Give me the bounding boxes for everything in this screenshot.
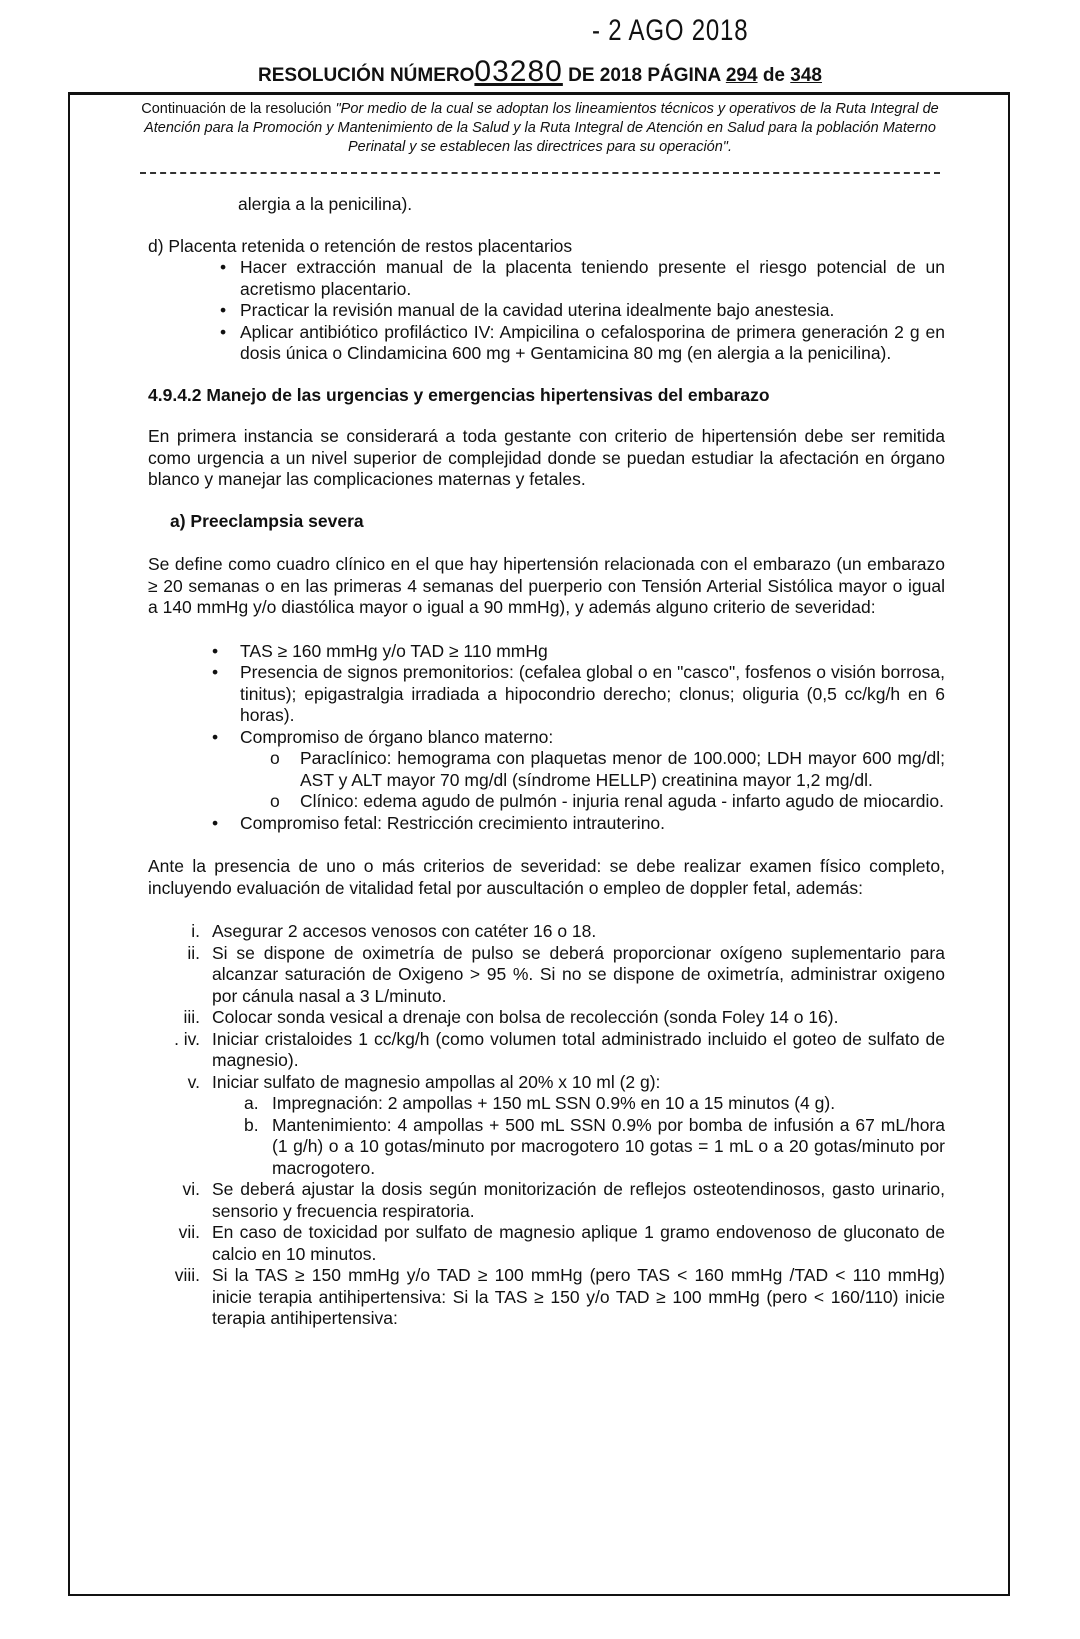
sub-list-item: b. Mantenimiento: 4 ampollas + 500 mL SSN 0.9% por bomba de infusión a 67 mL/hora (1 g/h) o a 10 gotas/minuto por macrogotero 10 gotas = 1 mL o a 20 gotas/minuto por macrogotero. [244,1114,945,1178]
section-heading: 4.9.4.2 Manejo de las urgencias y emergencias hipertensivas del embarazo [148,384,770,405]
paragraph: En primera instancia se considerará a toda gestante con criterio de hipertensión debe ser remitida como urgencia a un nivel superior de complejidad donde se puedan estudiar la afectación en órgano blanco y manejar las complicaciones maternas y fetales. [148,426,945,489]
page-number: 294 [725,65,758,86]
list-item: • Compromiso de órgano blanco materno: [148,727,945,749]
list-item: viii. Si la TAS ≥ 150 mmHg y/o TAD ≥ 100 mmHg (pero TAS < 160 mmHg /TAD < 110 mmHg) inicie terapia antihipertensiva: Si la TAS ≥ 150 y/o TAD ≥ 100 mmHg (pero < 160/110) inicie terapia antihipertensiva: [174,1265,945,1328]
list-item: vi. Se deberá ajustar la dosis según monitorización de reflejos osteotendinosos, gasto urinario, sensorio y frecuencia respiratoria. [182,1179,945,1221]
continuation-note: Continuación de la resolución "Por medio de la cual se adoptan los lineamientos técnicos y operativos de la Ruta Integral de Atención para la Promoción y Mantenimiento de la Salud y la Ruta Integral de Atención en Salud para la población Materno Perinatal y se establecen las directrices para su operación". [141,101,939,155]
resolution-number: 03280 [474,55,563,88]
divider [140,172,940,174]
list-item: . iv. Iniciar cristaloides 1 cc/kg/h (como volumen total administrado incluido el goteo de sulfato de magnesio). [174,1028,945,1070]
list-item: • TAS ≥ 160 mmHg y/o TAD ≥ 110 mmHg [148,641,945,663]
section-d-list [148,257,945,365]
date-stamp: - 2 AGO 2018 [592,14,749,47]
paragraph: Se define como cuadro clínico en el que hay hipertensión relacionada con el embarazo (un embarazo ≥ 20 semanas o en las primeras 4 semanas del puerperio con Tensión Arterial Sistólica mayor o igual a 140 mmHg y/o diastólica mayor o igual a 90 mmHg), y además alguno criterio de severidad: [148,554,945,617]
list-item: • Compromiso fetal: Restricción crecimiento intrauterino. [148,813,945,835]
list-item: • Practicar la revisión manual de la cavidad uterina idealmente bajo anestesia. [148,300,945,322]
sub-list-item: o Clínico: edema agudo de pulmón - injuria renal aguda - infarto agudo de miocardio. [148,791,945,813]
section-d-title: d) Placenta retenida o retención de restos placentarios [148,235,573,256]
list-item: ii. Si se dispone de oximetría de pulso se deberá proporcionar oxígeno suplementario para alcanzar saturación de Oxigeno > 95 %. Si no se dispone de oximetría, administrar oxigeno por cánula nasal a 3 L/minuto. [187,942,945,1006]
list-item: iii. Colocar sonda vesical a drenaje con bolsa de recolección (sonda Foley 14 o 16). [183,1007,839,1027]
paragraph: Ante la presencia de uno o más criterios de severidad: se debe realizar examen físico completo, incluyendo evaluación de vitalidad fetal por auscultación o empleo de doppler fetal, además: [148,856,945,898]
sub-list-item: o Paraclínico: hemograma con plaquetas menor de 100.000; LDH mayor 600 mg/dl; AST y ALT mayor 70 mg/dl (síndrome HELLP) creatinina mayor 1,2 mg/dl. [148,748,945,791]
list-item: i. Asegurar 2 accesos venosos con catéter 16 o 18. [191,921,597,941]
list-item: • Hacer extracción manual de la placenta teniendo presente el riesgo potencial de un acretismo placentario. [148,257,945,300]
document-body [148,194,945,1330]
list-item: • Aplicar antibiótico profiláctico IV: Ampicilina o cefalosporina de primera generación 2 g en dosis única o Clindamicina 600 mg + Gentamicina 80 mg (en alergia a la penicilina). [148,322,945,365]
list-item: v. Iniciar sulfato de magnesio ampollas al 20% x 10 ml (2 g): [187,1071,661,1092]
list-item: • Presencia de signos premonitorios: (cefalea global o en "casco", fosfenos o visión borrosa, tinitus); epigastralgia irradiada a hipocondrio derecho; clonus; oliguria (0,5 cc/kg/h en 6 horas). [148,662,945,727]
criteria-list [148,641,945,835]
page-total: 348 [790,65,822,86]
steps-list [148,921,945,1330]
carryover-text: alergia a la penicilina). [238,194,413,214]
list-item: vii. En caso de toxicidad por sulfato de magnesio aplique 1 gramo endovenoso de gluconato de calcio en 10 minutos. [178,1222,945,1264]
sub-list-item: a. Impregnación: 2 ampollas + 150 mL SSN 0.9% en 10 a 15 minutos (4 g). [244,1093,836,1113]
subheading: a) Preeclampsia severa [170,510,364,531]
resolution-header: RESOLUCIÓN NÚMERO03280 DE 2018 PÁGINA 294 de 348 [258,55,822,88]
